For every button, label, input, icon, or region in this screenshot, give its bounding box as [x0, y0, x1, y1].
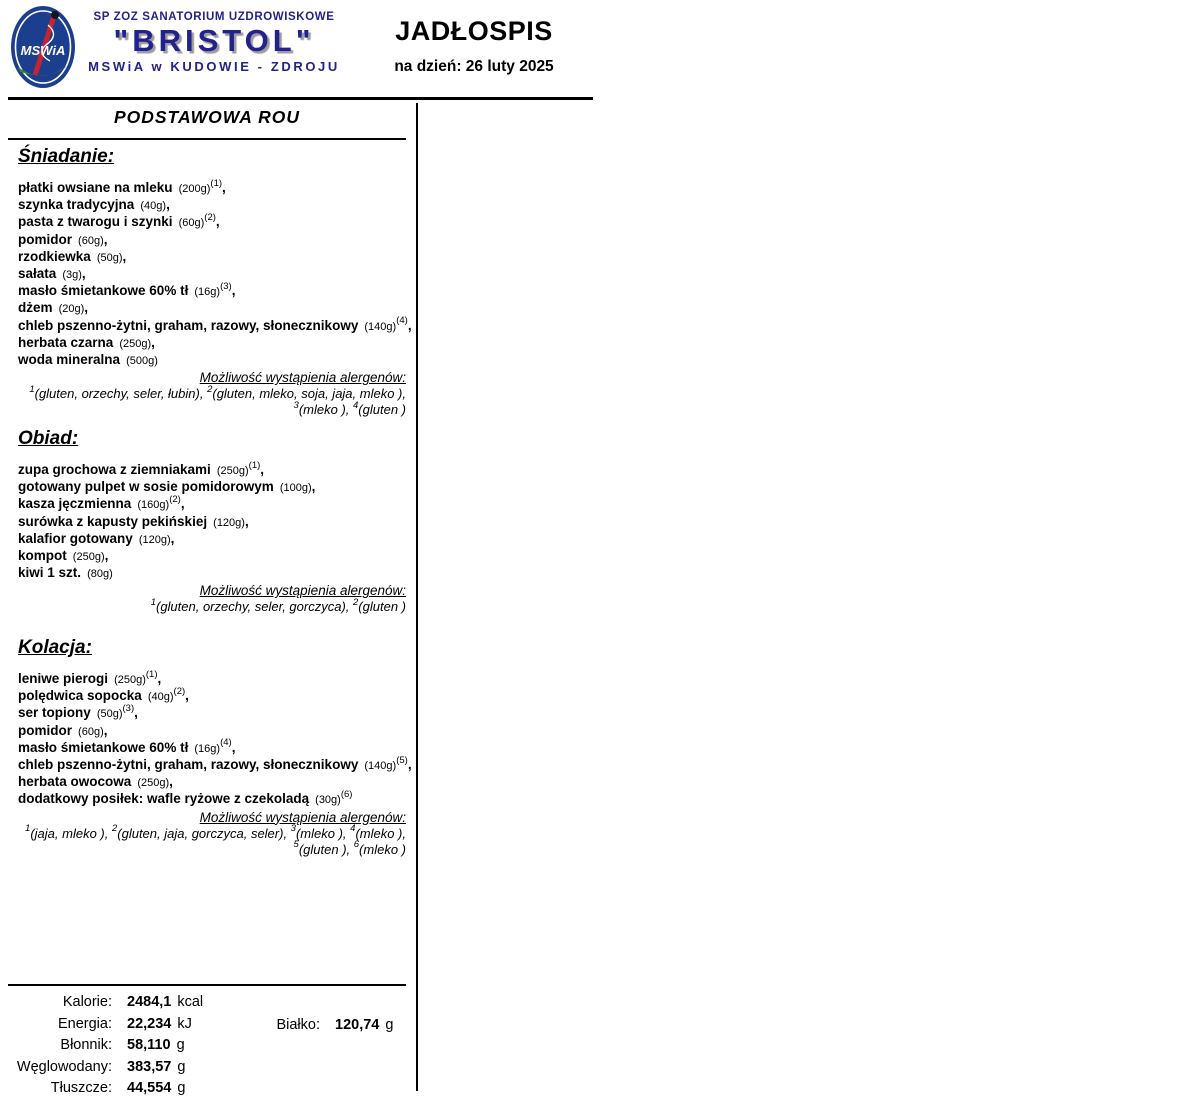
item-portion: (100g): [276, 482, 312, 495]
allergen-list: (mleko ),: [295, 825, 351, 841]
allergen-list: (gluten ): [358, 402, 406, 418]
section-title-sniadanie: Śniadanie:: [18, 146, 115, 167]
item-name: woda mineralna: [18, 352, 121, 368]
item-separator: ,: [215, 214, 220, 230]
item-portion: (250g): [69, 551, 105, 564]
item-portion: (30g): [312, 794, 341, 807]
item-name: płatki owsiane na mleku: [18, 180, 173, 195]
item-portion: (40g): [144, 691, 174, 704]
item-separator: ,: [260, 462, 265, 477]
item-name: polędwica sopocka: [18, 688, 142, 704]
nutrition-label: Błonnik:: [60, 1037, 112, 1053]
item-name: zupa grochowa z ziemniakami: [18, 462, 211, 477]
item-portion: (140g): [361, 320, 397, 333]
item-footnote: (2): [204, 211, 216, 223]
item-separator: ,: [185, 688, 189, 704]
allergen-list: (mleko ): [359, 841, 406, 857]
column-divider-rule: [416, 103, 418, 1091]
item-separator: ,: [407, 317, 412, 333]
allergen-line: [18, 599, 406, 615]
menu-item: [18, 177, 406, 197]
allergen-footnote-number: 3: [290, 823, 296, 835]
item-name: pomidor: [18, 722, 72, 738]
nutrition-row: [8, 1057, 406, 1079]
allergen-list: (gluten, orzechy, seler, gorczyca),: [155, 599, 353, 615]
menu-item: [18, 280, 406, 300]
item-name: rzodkiewka: [18, 248, 91, 264]
allergen-list: (mleko ),: [355, 825, 406, 841]
nutrition-value: 383,57: [127, 1058, 172, 1075]
item-separator: ,: [166, 197, 170, 213]
allergen-footnote-number: 1: [25, 823, 31, 835]
nutrition-value: 120,74: [335, 1017, 380, 1033]
nutrition-row: [8, 992, 406, 1014]
menu-section-sniadanie: [18, 146, 412, 418]
allergen-line: [18, 383, 406, 402]
item-footnote: (5): [396, 754, 408, 766]
allergen-footnote-number: 2: [353, 597, 359, 609]
allergen-header: Możliwość wystąpienia alergenów:: [199, 583, 406, 599]
item-name: gotowany pulpet w sosie pomidorowym: [18, 479, 274, 495]
menu-item: [18, 565, 406, 582]
organization-name-bottom: MSWiA w KUDOWIE - ZDROJU: [88, 59, 340, 74]
menu-item: [18, 531, 406, 548]
item-footnote: (4): [396, 315, 408, 327]
item-separator: ,: [122, 248, 127, 264]
allergen-list: (gluten, jaja, gorczyca, seler),: [117, 825, 291, 841]
menu-section-obiad: [18, 428, 406, 615]
item-name: herbata czarna: [18, 334, 114, 350]
item-portion: (500g): [123, 355, 158, 368]
item-portion: (3g): [59, 269, 82, 282]
item-separator: ,: [180, 496, 185, 512]
item-name: pasta z twarogu i szynki: [18, 214, 173, 230]
nutrition-row: [8, 1078, 406, 1100]
menu-item: [18, 211, 406, 231]
item-separator: ,: [103, 231, 108, 247]
menu-item: [18, 315, 412, 335]
nutrition-unit: g: [177, 1080, 186, 1096]
item-separator: ,: [104, 548, 109, 564]
allergen-header-row: [18, 583, 406, 599]
menu-item: [18, 723, 406, 740]
item-portion: (140g): [361, 760, 397, 773]
item-footnote: (2): [169, 493, 181, 505]
item-name: surówka z kapusty pekińskiej: [18, 513, 208, 529]
diet-title: PODSTAWOWA ROU: [113, 107, 301, 127]
menu-item: [18, 232, 406, 249]
allergen-footnote-number: 2: [111, 823, 118, 835]
item-name: ser topiony: [18, 705, 91, 721]
item-separator: ,: [81, 266, 86, 282]
nutrition-unit: kJ: [177, 1015, 192, 1032]
item-portion: (250g): [111, 674, 146, 686]
allergen-line: [18, 823, 406, 842]
allergen-list: (gluten ),: [298, 841, 354, 857]
item-footnote: (3): [122, 702, 135, 714]
item-portion: (160g): [134, 499, 170, 512]
item-footnote: (2): [173, 685, 186, 697]
item-portion: (80g): [84, 568, 113, 581]
menu-sections: [18, 0, 412, 1107]
menu-item: [18, 668, 406, 688]
item-portion: (50g): [93, 708, 123, 721]
item-name: herbata owocowa: [18, 774, 132, 790]
menu-item: [18, 266, 406, 283]
menu-item: [18, 514, 406, 531]
menu-item: [18, 300, 406, 317]
item-portion: (120g): [135, 533, 171, 546]
item-name: pomidor: [18, 231, 72, 247]
item-name: kalafior gotowany: [18, 530, 133, 546]
menu-section-kolacja: [18, 637, 412, 858]
menu-item: [18, 548, 406, 565]
item-separator: ,: [244, 513, 249, 529]
menu-item: [18, 459, 406, 479]
nutrition-value: 2484,1: [127, 994, 172, 1010]
item-separator: ,: [157, 671, 162, 686]
allergen-footnote-number: 3: [293, 399, 299, 411]
menu-item: [18, 685, 406, 705]
item-name: dodatkowy posiłek: wafle ryżowe z czekoladą: [18, 791, 310, 807]
allergen-footnote-number: 5: [293, 839, 299, 851]
item-separator: ,: [103, 722, 108, 738]
meal-items: [18, 459, 406, 582]
item-footnote: (1): [145, 668, 158, 680]
document-date: na dzień: 26 luty 2025: [394, 58, 554, 75]
meal-items: [18, 177, 412, 369]
item-portion: (50g): [93, 251, 123, 264]
nutrition-unit: kcal: [177, 994, 204, 1010]
menu-item: [18, 702, 406, 722]
menu-item: [18, 335, 406, 352]
allergen-line: [18, 839, 406, 858]
allergen-footnote-number: 2: [207, 383, 213, 395]
item-footnote: (1): [248, 459, 261, 471]
item-name: dżem: [18, 300, 53, 316]
allergen-footnote-number: 4: [353, 399, 359, 411]
nutrition-value: 58,110: [127, 1037, 171, 1053]
allergen-header: Możliwość wystąpienia alergenów:: [199, 370, 406, 386]
menu-item: [18, 754, 412, 774]
item-portion: (16g): [191, 742, 221, 755]
menu-item: [18, 493, 406, 513]
mswia-logo-text: MSWiA: [20, 43, 66, 58]
item-portion: (250g): [116, 337, 152, 350]
menu-item: [18, 788, 406, 808]
item-separator: ,: [151, 334, 155, 350]
allergen-list: (gluten ): [358, 599, 406, 615]
item-name: kompot: [18, 548, 67, 564]
section-title-obiad: Obiad:: [18, 428, 79, 449]
item-footnote: (6): [340, 788, 353, 800]
nutrition-label: Energia:: [57, 1015, 112, 1032]
allergen-header-row: [18, 810, 406, 826]
allergen-line: [18, 399, 406, 418]
item-separator: ,: [170, 530, 175, 546]
item-name: leniwe pierogi: [18, 671, 109, 686]
allergen-list: (gluten, mleko, soja, jaja, mleko ),: [212, 386, 406, 402]
item-separator: ,: [169, 774, 173, 790]
allergen-footnote-number: 4: [350, 823, 356, 835]
allergen-list: (jaja, mleko ),: [30, 825, 112, 841]
allergen-list: (gluten, orzechy, seler, łubin),: [34, 386, 208, 402]
menu-item: [18, 737, 406, 757]
item-separator: ,: [231, 283, 236, 299]
item-separator: ,: [84, 300, 89, 316]
item-portion: (250g): [213, 465, 249, 477]
item-portion: (200g): [175, 183, 211, 195]
item-separator: ,: [407, 757, 412, 773]
allergen-footnote-number: 6: [353, 839, 360, 851]
item-footnote: (3): [220, 280, 232, 292]
nutrition-label: Węglowodany:: [16, 1058, 112, 1075]
item-name: sałata: [18, 266, 57, 282]
nutrition-label: Białko:: [276, 1017, 320, 1033]
item-name: masło śmietankowe 60% tł: [18, 283, 189, 299]
allergen-header-row: [18, 370, 406, 386]
nutrition-unit: g: [177, 1058, 186, 1075]
item-portion: (60g): [75, 725, 104, 738]
menu-item: [18, 249, 406, 266]
item-separator: ,: [134, 705, 138, 721]
item-name: kiwi 1 szt.: [18, 565, 82, 581]
menu-item: [18, 352, 406, 369]
section-title-kolacja: Kolacja:: [18, 637, 92, 658]
nutrition-label: Kalorie:: [62, 994, 112, 1010]
allergen-list: (mleko ),: [298, 402, 353, 418]
item-portion: (40g): [137, 200, 167, 213]
nutrition-summary: [8, 984, 406, 1100]
item-name: chleb pszenno-żytni, graham, razowy, słonecznikowy: [18, 317, 359, 333]
meal-items: [18, 668, 412, 809]
item-footnote: (4): [220, 737, 232, 749]
protein-row: [248, 1015, 393, 1037]
allergen-footnote-number: 1: [29, 383, 35, 395]
item-portion: (20g): [55, 303, 85, 316]
item-separator: ,: [311, 479, 316, 495]
item-portion: (60g): [75, 234, 104, 247]
allergen-header: Możliwość wystąpienia alergenów:: [199, 809, 406, 825]
nutrition-unit: g: [385, 1017, 394, 1033]
nutrition-label: Tłuszcze:: [50, 1080, 112, 1096]
item-name: szynka tradycyjna: [18, 197, 135, 213]
item-portion: (60g): [175, 217, 205, 230]
item-name: masło śmietankowe 60% tł: [18, 739, 189, 755]
organization-name-top: SP ZOZ SANATORIUM UZDROWISKOWE: [93, 11, 335, 23]
item-portion: (120g): [210, 516, 245, 529]
nutrition-value: 22,234: [127, 1015, 172, 1032]
item-portion: (16g): [191, 286, 221, 299]
nutrition-value: 44,554: [127, 1080, 172, 1096]
menu-item: [18, 479, 406, 496]
nutrition-unit: g: [176, 1037, 185, 1053]
document-title: JADŁOSPIS: [395, 16, 553, 46]
item-separator: ,: [231, 739, 236, 755]
allergen-footnote-number: 1: [150, 597, 156, 609]
nutrition-rows: [8, 992, 406, 1100]
item-separator: ,: [222, 180, 226, 195]
nutrition-row: [8, 1035, 406, 1057]
item-name: chleb pszenno-żytni, graham, razowy, słonecznikowy: [18, 757, 359, 773]
brand-name: "BRISTOL": [113, 23, 315, 58]
item-footnote: (1): [210, 177, 223, 189]
item-name: kasza jęczmienna: [18, 496, 132, 512]
item-portion: (250g): [134, 777, 170, 790]
